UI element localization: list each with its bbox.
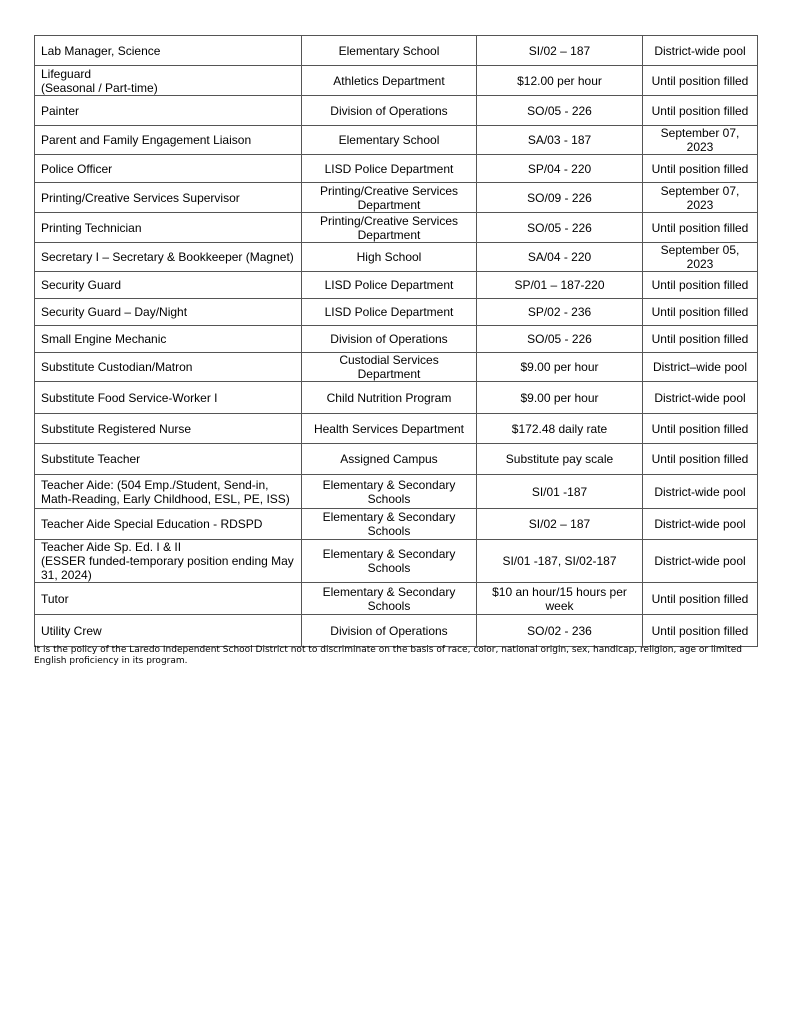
job-title-cell: Painter — [35, 96, 302, 126]
job-title-cell: Printing Technician — [35, 213, 302, 243]
pay-grade-cell: SI/01 -187, SI/02-187 — [477, 540, 643, 583]
department-cell: Child Nutrition Program — [302, 382, 477, 414]
table-row — [35, 615, 758, 647]
department-cell: Elementary & Secondary Schools — [302, 475, 477, 509]
closing-date-cell: Until position filled — [643, 414, 758, 444]
table-row — [35, 96, 758, 126]
closing-date-cell: Until position filled — [643, 96, 758, 126]
pay-grade-cell: SA/04 - 220 — [477, 243, 643, 272]
department-cell: LISD Police Department — [302, 155, 477, 183]
pay-grade-cell: SO/09 - 226 — [477, 183, 643, 213]
department-cell: Athletics Department — [302, 66, 477, 96]
department-cell: LISD Police Department — [302, 272, 477, 299]
table-row — [35, 353, 758, 382]
closing-date-cell: District-wide pool — [643, 382, 758, 414]
closing-date-cell: District-wide pool — [643, 36, 758, 66]
table-row — [35, 475, 758, 509]
pay-grade-cell: SP/02 - 236 — [477, 299, 643, 326]
table-row — [35, 382, 758, 414]
closing-date-cell: Until position filled — [643, 155, 758, 183]
job-title-cell: Teacher Aide: (504 Emp./Student, Send-in, Math-Reading, Early Childhood, ESL, PE, ISS) — [35, 475, 302, 509]
job-title-cell: Tutor — [35, 583, 302, 615]
job-title-cell: Security Guard — [35, 272, 302, 299]
job-title-cell: Small Engine Mechanic — [35, 326, 302, 353]
department-cell: Division of Operations — [302, 615, 477, 647]
closing-date-cell: Until position filled — [643, 615, 758, 647]
closing-date-cell: Until position filled — [643, 444, 758, 475]
pay-grade-cell: SO/05 - 226 — [477, 213, 643, 243]
pay-grade-cell: SI/02 – 187 — [477, 509, 643, 540]
job-title-cell: Lab Manager, Science — [35, 36, 302, 66]
pay-grade-cell: SO/05 - 226 — [477, 96, 643, 126]
job-title-cell: Substitute Food Service-Worker I — [35, 382, 302, 414]
department-cell: Assigned Campus — [302, 444, 477, 475]
department-cell: Printing/Creative Services Department — [302, 213, 477, 243]
job-title-cell: Substitute Registered Nurse — [35, 414, 302, 444]
pay-grade-cell: $9.00 per hour — [477, 353, 643, 382]
job-title-cell: Police Officer — [35, 155, 302, 183]
department-cell: Elementary & Secondary Schools — [302, 583, 477, 615]
pay-grade-cell: $12.00 per hour — [477, 66, 643, 96]
pay-grade-cell: SI/01 -187 — [477, 475, 643, 509]
table-row — [35, 509, 758, 540]
job-title-cell: Parent and Family Engagement Liaison — [35, 126, 302, 155]
job-title-cell: Security Guard – Day/Night — [35, 299, 302, 326]
table-row — [35, 414, 758, 444]
pay-grade-cell: SP/01 – 187-220 — [477, 272, 643, 299]
table-row — [35, 299, 758, 326]
department-cell: Printing/Creative Services Department — [302, 183, 477, 213]
table-row — [35, 213, 758, 243]
table-row — [35, 243, 758, 272]
table-row — [35, 66, 758, 96]
job-title-cell: Substitute Teacher — [35, 444, 302, 475]
closing-date-cell: District-wide pool — [643, 509, 758, 540]
closing-date-cell: Until position filled — [643, 213, 758, 243]
table-row — [35, 583, 758, 615]
department-cell: Custodial Services Department — [302, 353, 477, 382]
pay-grade-cell: Substitute pay scale — [477, 444, 643, 475]
closing-date-cell: Until position filled — [643, 326, 758, 353]
closing-date-cell: District–wide pool — [643, 353, 758, 382]
job-title-cell: Teacher Aide Sp. Ed. I & II (ESSER funded-temporary position ending May 31, 2024) — [35, 540, 302, 583]
closing-date-cell: September 07, 2023 — [643, 126, 758, 155]
closing-date-cell: September 05, 2023 — [643, 243, 758, 272]
job-title-cell: Teacher Aide Special Education - RDSPD — [35, 509, 302, 540]
pay-grade-cell: SP/04 - 220 — [477, 155, 643, 183]
nondiscrimination-note: It is the policy of the Laredo Independent School District not to discriminate on the basis of race, color, national origin, sex, handicap, religion, age or limited English proficiency in its program. — [34, 645, 742, 666]
closing-date-cell: September 07, 2023 — [643, 183, 758, 213]
table-row — [35, 272, 758, 299]
table-row — [35, 126, 758, 155]
department-cell: Elementary School — [302, 36, 477, 66]
pay-grade-cell: SI/02 – 187 — [477, 36, 643, 66]
department-cell: Division of Operations — [302, 96, 477, 126]
job-title-cell: Lifeguard (Seasonal / Part-time) — [35, 66, 302, 96]
department-cell: High School — [302, 243, 477, 272]
pay-grade-cell: $10 an hour/15 hours per week — [477, 583, 643, 615]
pay-grade-cell: SA/03 - 187 — [477, 126, 643, 155]
closing-date-cell: District-wide pool — [643, 540, 758, 583]
closing-date-cell: Until position filled — [643, 299, 758, 326]
pay-grade-cell: SO/05 - 226 — [477, 326, 643, 353]
department-cell: Elementary & Secondary Schools — [302, 540, 477, 583]
department-cell: Health Services Department — [302, 414, 477, 444]
closing-date-cell: Until position filled — [643, 66, 758, 96]
job-title-cell: Utility Crew — [35, 615, 302, 647]
pay-grade-cell: $172.48 daily rate — [477, 414, 643, 444]
pay-grade-cell: $9.00 per hour — [477, 382, 643, 414]
table-row — [35, 444, 758, 475]
department-cell: Division of Operations — [302, 326, 477, 353]
job-title-cell: Substitute Custodian/Matron — [35, 353, 302, 382]
job-title-cell: Printing/Creative Services Supervisor — [35, 183, 302, 213]
job-title-cell: Secretary I – Secretary & Bookkeeper (Magnet) — [35, 243, 302, 272]
job-rows — [35, 36, 758, 647]
closing-date-cell: District-wide pool — [643, 475, 758, 509]
pay-grade-cell: SO/02 - 236 — [477, 615, 643, 647]
department-cell: Elementary & Secondary Schools — [302, 509, 477, 540]
closing-date-cell: Until position filled — [643, 272, 758, 299]
job-vacancies-table — [34, 35, 758, 647]
department-cell: Elementary School — [302, 126, 477, 155]
table-row — [35, 183, 758, 213]
table-row — [35, 155, 758, 183]
closing-date-cell: Until position filled — [643, 583, 758, 615]
table-row — [35, 36, 758, 66]
table-row — [35, 326, 758, 353]
table-row — [35, 540, 758, 583]
department-cell: LISD Police Department — [302, 299, 477, 326]
